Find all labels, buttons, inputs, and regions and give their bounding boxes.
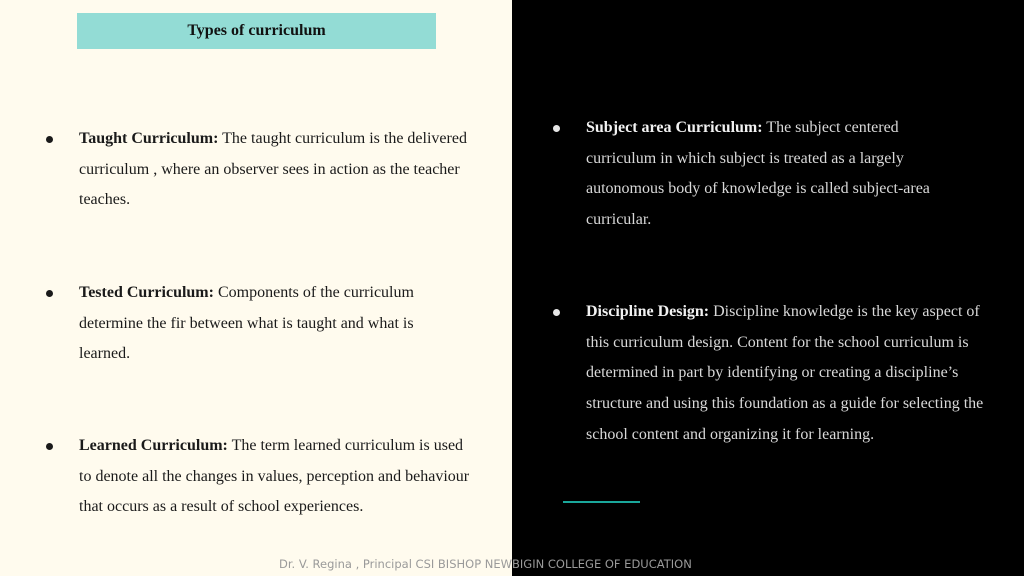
bullet-term: Tested Curriculum: [79, 284, 214, 301]
bullet-item-discipline-design [586, 297, 998, 451]
bullet-term: Learned Curriculum: [79, 437, 228, 454]
bullet-icon [46, 290, 53, 297]
bullet-icon [46, 136, 53, 143]
slide-title: Types of curriculum [187, 22, 326, 39]
bullet-term: Taught Curriculum: [79, 130, 219, 147]
bullet-text: Discipline knowledge is the key aspect of this curriculum design. Content for the school curriculum is determined in part by identifying or creating a discipline’s structure and using this foundation as a guide for selecting the school content and organizing it for learning. [586, 303, 984, 443]
bullet-icon [553, 309, 560, 316]
bullet-icon [46, 443, 53, 450]
bullet-text: The subject centered curriculum in which subject is treated as a largely autonomous body of knowledge is called subject-area curricular. [586, 119, 930, 229]
bullet-icon [553, 125, 560, 132]
bullet-item-tested-curriculum [79, 278, 459, 370]
title-box [77, 13, 436, 49]
bullet-item-taught-curriculum [79, 124, 479, 216]
bullet-item-learned-curriculum [79, 431, 479, 523]
bullet-text: The term learned curriculum is used to denote all the changes in values, perception and behaviour that occurs as a result of school experiences. [79, 437, 470, 516]
bullet-text: Components of the curriculum determine the fir between what is taught and what is learned. [79, 284, 414, 363]
bullet-item-subject-area-curriculum [586, 113, 958, 236]
bullet-term: Subject area Curriculum: [586, 119, 763, 136]
bullet-text: The taught curriculum is the delivered curriculum , where an observer sees in action as the teacher teaches. [79, 130, 467, 209]
accent-line [563, 501, 640, 503]
bullet-term: Discipline Design: [586, 303, 710, 320]
right-panel [512, 0, 1024, 576]
footer-credit: Dr. V. Regina , Principal CSI BISHOP NEWBIGIN COLLEGE OF EDUCATION [279, 557, 692, 571]
